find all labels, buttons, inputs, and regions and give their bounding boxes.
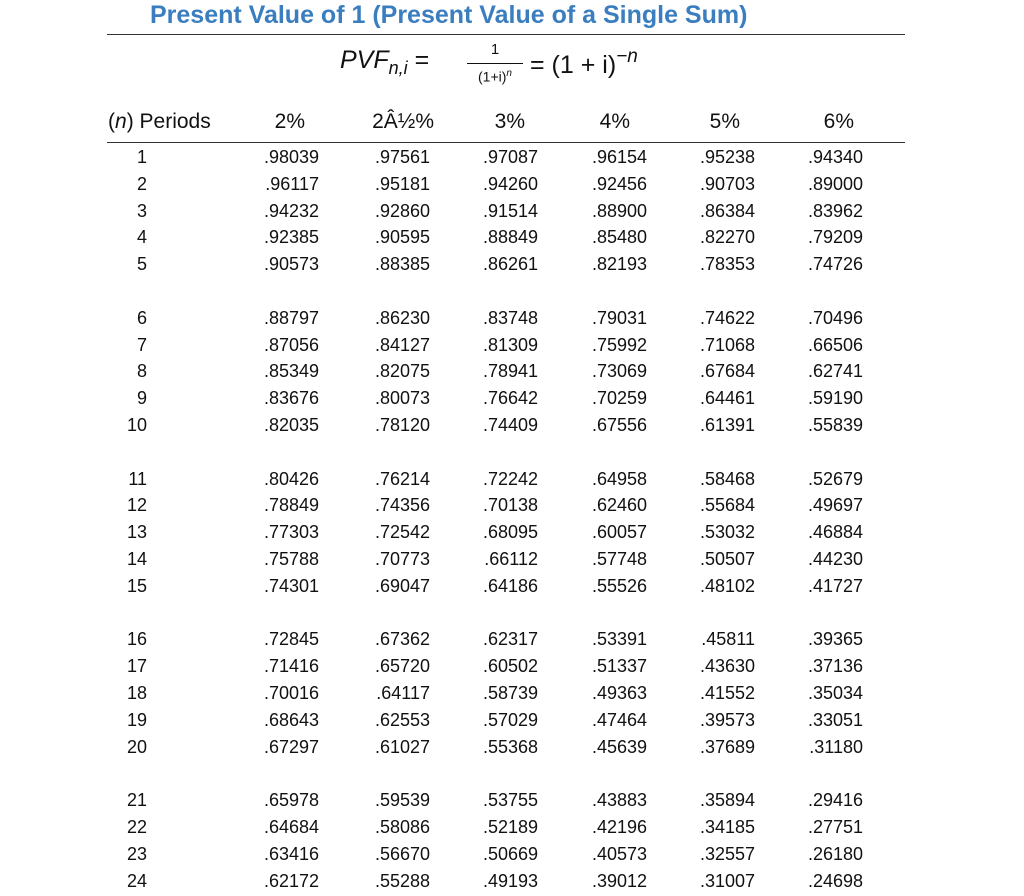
value-cell: .67297	[263, 736, 319, 757]
value-cell: .73069	[591, 361, 647, 382]
value-cell: .35034	[807, 683, 863, 703]
value-cell: .51337	[591, 656, 647, 677]
value-cell: .69047	[374, 575, 430, 596]
column-header-rate: 5%	[709, 110, 740, 133]
value-cell: .75788	[263, 549, 319, 569]
value-cell: .65720	[374, 656, 430, 677]
value-cell: .83748	[482, 307, 538, 328]
value-cell: .88797	[263, 307, 319, 328]
value-cell: .72542	[374, 522, 430, 543]
value-cell: .43630	[699, 656, 755, 677]
column-header-rate: 2Â½%	[372, 110, 434, 133]
value-cell: .66506	[807, 334, 863, 355]
value-cell: .83962	[807, 200, 863, 221]
value-cell: .92385	[263, 227, 319, 248]
value-cell: .49363	[591, 683, 647, 703]
value-cell: .70496	[807, 307, 863, 328]
value-cell: .85349	[263, 361, 319, 382]
value-cell: .26180	[807, 843, 863, 864]
value-cell: .97087	[482, 147, 538, 167]
value-cell: .32557	[699, 843, 755, 864]
header-rule	[107, 142, 905, 143]
period-cell: 20	[126, 736, 147, 757]
period-cell: 23	[126, 843, 147, 864]
value-cell: .74409	[482, 415, 538, 435]
value-cell: .71068	[699, 334, 755, 355]
period-cell: 5	[136, 254, 147, 275]
value-cell: .92860	[374, 200, 430, 221]
value-cell: .53755	[482, 790, 538, 811]
value-cell: .70138	[482, 495, 538, 516]
value-cell: .86384	[699, 200, 755, 221]
period-cell: 17	[126, 656, 147, 677]
value-cell: .68643	[263, 709, 319, 730]
value-cell: .80073	[374, 388, 430, 409]
column-header-rate: 6%	[823, 110, 854, 133]
value-cell: .94340	[807, 147, 863, 167]
title-rule	[107, 34, 905, 35]
formula-lhs-main: PVF	[340, 46, 389, 74]
value-cell: .65978	[263, 790, 319, 811]
period-cell: 11	[128, 468, 147, 489]
value-cell: .96117	[265, 173, 319, 194]
value-cell: .43883	[591, 790, 647, 811]
value-cell: .79031	[591, 307, 647, 328]
period-cell: 2	[136, 173, 147, 194]
value-cell: .37136	[807, 656, 863, 677]
value-cell: .59539	[374, 790, 430, 811]
value-cell: .24698	[807, 870, 863, 891]
period-cell: 15	[126, 575, 147, 596]
value-cell: .45639	[591, 736, 647, 757]
value-cell: .47464	[591, 709, 647, 730]
value-cell: .72845	[263, 629, 319, 650]
period-cell: 22	[126, 817, 147, 837]
value-cell: .41552	[699, 683, 755, 703]
formula-lhs	[340, 46, 429, 79]
value-cell: .70016	[263, 683, 319, 703]
value-cell: .57029	[482, 709, 538, 730]
value-cell: .58468	[699, 468, 755, 489]
period-cell: 9	[136, 388, 147, 409]
period-cell: 8	[136, 361, 147, 382]
value-cell: .64684	[263, 817, 319, 837]
value-cell: .55368	[482, 736, 538, 757]
value-cell: .64461	[699, 388, 755, 409]
formula-fraction	[465, 41, 525, 89]
value-cell: .62553	[374, 709, 430, 730]
value-cell: .70259	[591, 388, 647, 409]
value-cell: .45811	[701, 629, 755, 650]
value-cell: .83676	[263, 388, 319, 409]
value-cell: .74356	[374, 495, 430, 516]
value-cell: .39365	[807, 629, 863, 650]
period-cell: 19	[126, 709, 147, 730]
period-cell: 12	[126, 495, 147, 516]
value-cell: .67556	[591, 415, 647, 435]
value-cell: .44230	[807, 549, 863, 569]
value-cell: .29416	[807, 790, 863, 811]
value-cell: .56670	[374, 843, 430, 864]
value-cell: .82035	[263, 415, 319, 435]
value-cell: .86261	[482, 254, 538, 275]
formula-lhs-eq: =	[407, 46, 430, 74]
value-cell: .35894	[699, 790, 755, 811]
value-cell: .82075	[374, 361, 430, 382]
value-cell: .55288	[374, 870, 430, 891]
value-cell: .61391	[699, 415, 755, 435]
period-cell: 3	[136, 200, 147, 221]
value-cell: .37689	[699, 736, 755, 757]
value-cell: .50507	[699, 549, 755, 569]
column-header-periods: (n) Periods	[108, 110, 211, 133]
value-cell: .92456	[591, 173, 647, 194]
value-cell: .94260	[482, 173, 538, 194]
period-cell: 6	[136, 307, 147, 328]
value-cell: .98039	[263, 147, 319, 167]
column-header-rate: 3%	[494, 110, 525, 133]
value-cell: .77303	[263, 522, 319, 543]
value-cell: .31180	[809, 736, 863, 757]
value-cell: .39012	[591, 870, 647, 891]
periods-label-n: n	[115, 110, 127, 133]
value-cell: .87056	[263, 334, 319, 355]
value-cell: .86230	[374, 307, 430, 328]
value-cell: .71416	[263, 656, 319, 677]
formula-rhs-exp: −n	[616, 46, 638, 67]
value-cell: .31007	[699, 870, 755, 891]
value-cell: .60057	[591, 522, 647, 543]
value-cell: .91514	[482, 200, 538, 221]
value-cell: .78849	[263, 495, 319, 516]
value-cell: .64958	[591, 468, 647, 489]
period-cell: 16	[126, 629, 147, 650]
value-cell: .80426	[263, 468, 319, 489]
value-cell: .53391	[591, 629, 647, 650]
column-header-rate: 4%	[599, 110, 630, 133]
formula-numerator: 1	[490, 41, 500, 58]
period-cell: 1	[136, 147, 147, 167]
value-cell: .81309	[482, 334, 538, 355]
value-cell: .95238	[699, 147, 755, 167]
value-cell: .49193	[482, 870, 538, 891]
value-cell: .76214	[374, 468, 430, 489]
value-cell: .27751	[807, 817, 863, 837]
value-cell: .67684	[699, 361, 755, 382]
value-cell: .78120	[374, 415, 430, 435]
value-cell: .70773	[374, 549, 430, 569]
value-cell: .59190	[807, 388, 863, 409]
value-cell: .57748	[591, 549, 647, 569]
period-cell: 10	[126, 415, 147, 435]
value-cell: .75992	[591, 334, 647, 355]
value-cell: .55839	[807, 415, 863, 435]
value-cell: .79209	[807, 227, 863, 248]
formula-denominator-exp: n	[506, 68, 512, 79]
value-cell: .49697	[807, 495, 863, 516]
value-cell: .64117	[376, 683, 430, 703]
value-cell: .97561	[374, 147, 430, 167]
period-cell: 13	[126, 522, 147, 543]
value-cell: .61027	[374, 736, 430, 757]
value-cell: .74301	[263, 575, 319, 596]
formula	[340, 38, 760, 94]
value-cell: .40573	[591, 843, 647, 864]
value-cell: .96154	[591, 147, 647, 167]
value-cell: .74622	[699, 307, 755, 328]
formula-denominator: (1+i)	[478, 68, 507, 85]
value-cell: .52679	[807, 468, 863, 489]
value-cell: .48102	[699, 575, 755, 596]
formula-lhs-sub: n,i	[388, 58, 408, 78]
value-cell: .55526	[591, 575, 647, 596]
value-cell: .33051	[807, 709, 863, 730]
value-cell: .46884	[807, 522, 863, 543]
value-cell: .78941	[482, 361, 538, 382]
page-title: Present Value of 1 (Present Value of a Single Sum)	[150, 1, 748, 29]
value-cell: .90703	[699, 173, 755, 194]
value-cell: .58739	[482, 683, 538, 703]
value-cell: .62172	[263, 870, 319, 891]
value-cell: .55684	[699, 495, 755, 516]
value-cell: .74726	[807, 254, 863, 275]
formula-rhs: = (1 + i)	[530, 51, 617, 79]
value-cell: .62741	[807, 361, 863, 382]
value-cell: .62460	[591, 495, 647, 516]
value-cell: .39573	[699, 709, 755, 730]
value-cell: .60502	[482, 656, 538, 677]
value-cell: .42196	[591, 817, 647, 837]
value-cell: .64186	[482, 575, 538, 596]
value-cell: .53032	[699, 522, 755, 543]
value-cell: .50669	[482, 843, 538, 864]
formula-denominator-wrap	[465, 68, 525, 85]
value-cell: .82193	[591, 254, 647, 275]
value-cell: .84127	[374, 334, 430, 355]
value-cell: .58086	[374, 817, 430, 837]
value-cell: .94232	[263, 200, 319, 221]
value-cell: .67362	[374, 629, 430, 650]
period-cell: 14	[126, 549, 147, 569]
value-cell: .88900	[591, 200, 647, 221]
value-cell: .68095	[482, 522, 538, 543]
value-cell: .52189	[482, 817, 538, 837]
value-cell: .85480	[591, 227, 647, 248]
column-header-rate: 2%	[274, 110, 305, 133]
value-cell: .78353	[699, 254, 755, 275]
periods-label-rest: Periods	[133, 110, 211, 133]
value-cell: .95181	[374, 173, 430, 194]
formula-rhs-wrap	[530, 46, 638, 80]
value-cell: .76642	[482, 388, 538, 409]
period-cell: 18	[126, 683, 147, 703]
value-cell: .34185	[699, 817, 755, 837]
value-cell: .72242	[482, 468, 538, 489]
value-cell: .90595	[374, 227, 430, 248]
period-cell: 7	[136, 334, 147, 355]
value-cell: .88385	[374, 254, 430, 275]
value-cell: .88849	[482, 227, 538, 248]
value-cell: .41727	[807, 575, 863, 596]
value-cell: .66112	[484, 549, 538, 569]
value-cell: .62317	[482, 629, 538, 650]
value-cell: .90573	[263, 254, 319, 275]
value-cell: .63416	[263, 843, 319, 864]
period-cell: 4	[136, 227, 147, 248]
period-cell: 24	[126, 870, 147, 891]
value-cell: .89000	[807, 173, 863, 194]
value-cell: .82270	[699, 227, 755, 248]
period-cell: 21	[126, 790, 147, 811]
formula-fraction-bar	[467, 63, 523, 64]
